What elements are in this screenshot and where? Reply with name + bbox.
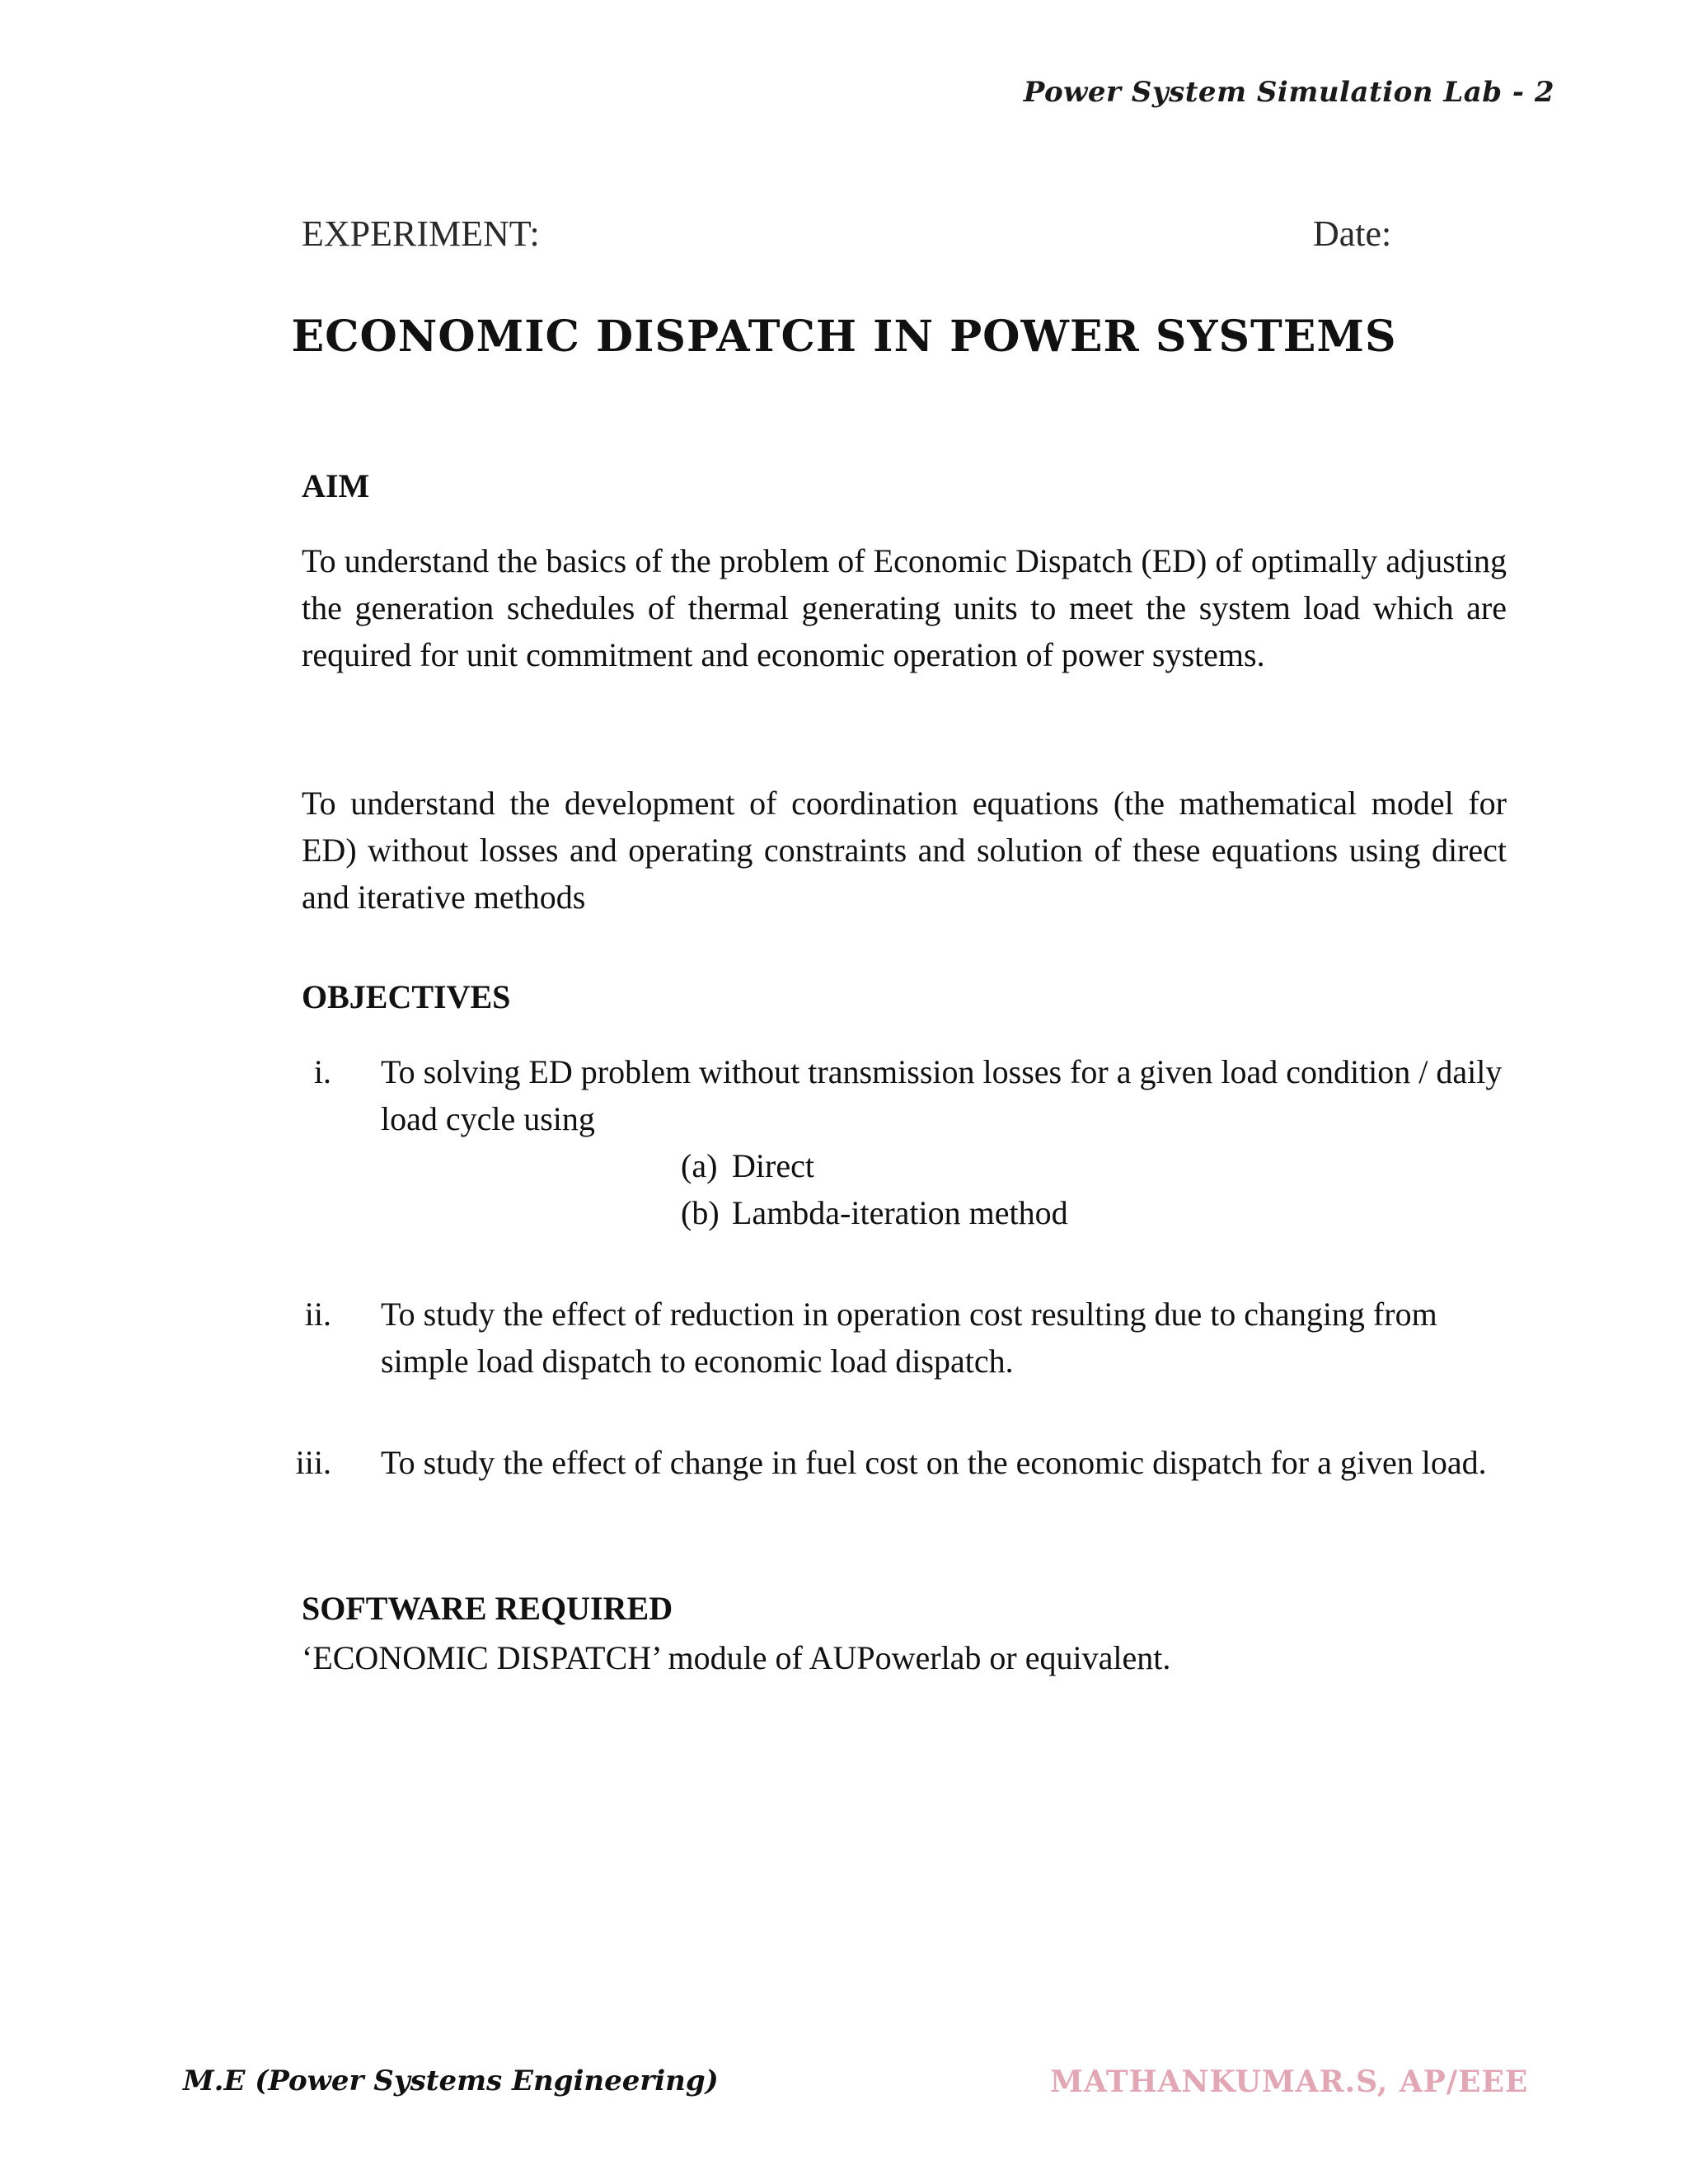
objective-number: ii. (304, 1296, 331, 1333)
aim-paragraph-2: To understand the development of coordination equations (the mathematical model for ED) without losses and operating constraints and solution of these equations using direct and iterative methods (302, 785, 1507, 916)
experiment-row (302, 213, 1398, 262)
date-label: Date: (1313, 213, 1392, 254)
objective-text: To study the effect of change in fuel cost on the economic dispatch for a given load. (381, 1444, 1487, 1481)
sub-item-text: Direct (732, 1147, 814, 1184)
software-heading: SOFTWARE REQUIRED (302, 1590, 673, 1627)
sub-item-marker: (b) (681, 1194, 720, 1231)
document-title: ECONOMIC DISPATCH IN POWER SYSTEMS (291, 312, 1397, 362)
sub-item-marker: (a) (681, 1147, 718, 1184)
objective-text: To solving ED problem without transmission losses for a given load condition / daily load cycle using (381, 1053, 1503, 1137)
footer-right-text: MATHANKUMAR.S, AP/EEE (1050, 2064, 1529, 2099)
footer-left-text: M.E (Power Systems Engineering) (183, 2064, 719, 2097)
page-header-title: Power System Simulation Lab - 2 (1023, 76, 1554, 109)
objective-sub-item-b (681, 1189, 1068, 1236)
aim-paragraph-1: To understand the basics of the problem of Economic Dispatch (ED) of optimally adjusting the generation schedules of thermal generating units to meet the system load which are required for unit commitment and economic operation of power systems. (302, 542, 1507, 673)
objectives-heading: OBJECTIVES (302, 978, 511, 1015)
sub-item-text: Lambda-iteration method (732, 1194, 1068, 1231)
objective-number: i. (313, 1053, 331, 1090)
software-text: ‘ECONOMIC DISPATCH’ module of AUPowerlab or equivalent. (302, 1639, 1171, 1676)
objective-number: iii. (295, 1444, 331, 1481)
experiment-label: EXPERIMENT: (302, 213, 540, 254)
objective-sub-item-a (681, 1142, 814, 1189)
objective-text: To study the effect of reduction in operation cost resulting due to changing from simple load dispatch to economic load dispatch. (381, 1296, 1437, 1380)
aim-heading: AIM (302, 467, 370, 504)
